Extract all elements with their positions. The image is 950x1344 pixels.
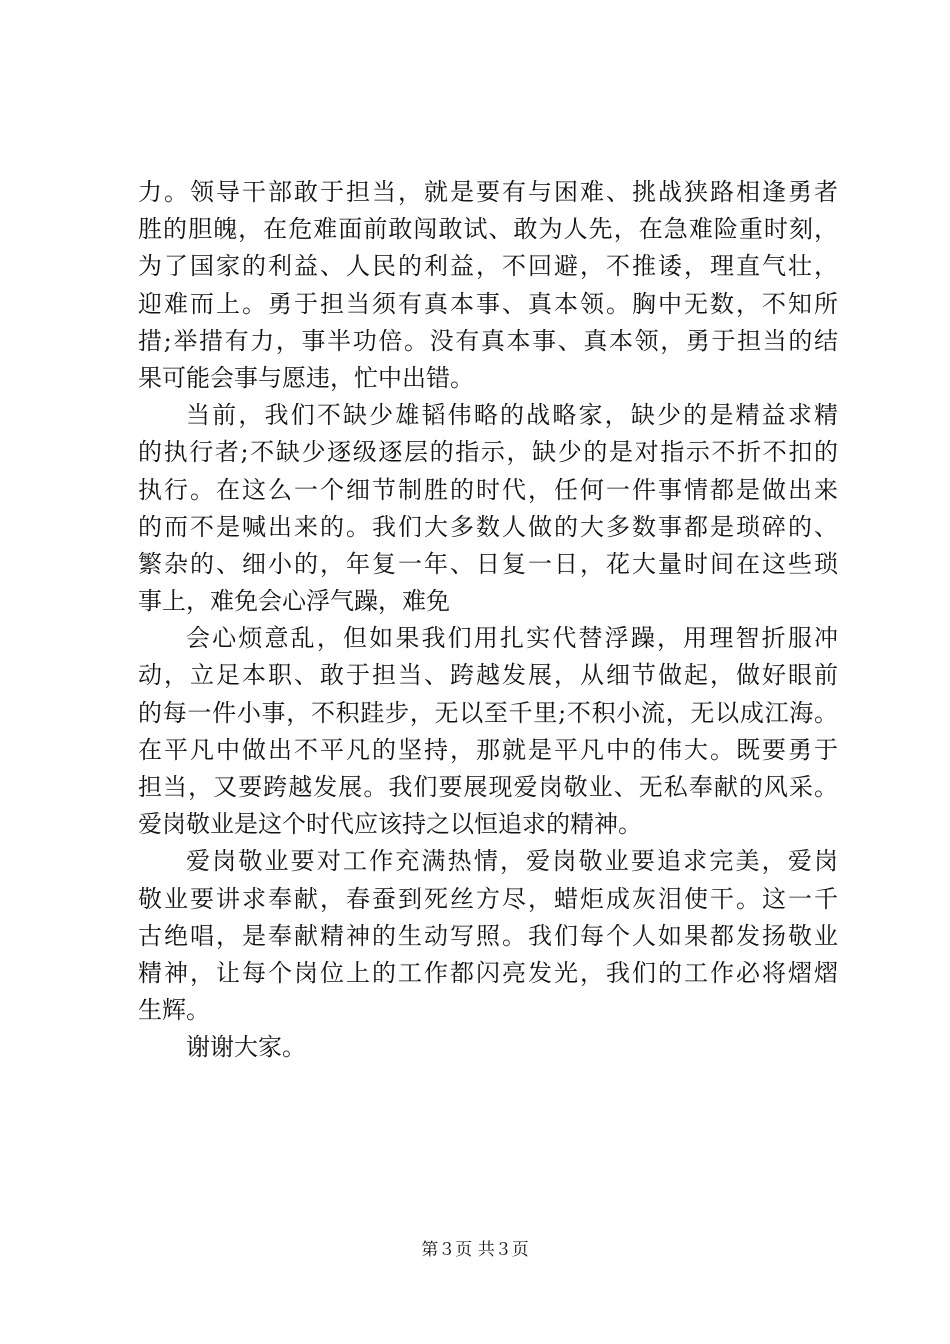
text-line: 敬业要讲求奉献，春蚕到死丝方尽，蜡炬成灰泪使干。这一千 <box>138 884 838 913</box>
text-line: 力。领导干部敢于担当，就是要有与困难、挑战狭路相逢勇者 <box>138 178 838 206</box>
text-line: 的执行者;不缺少逐级逐层的指示，缺少的是对指示不折不扣的 <box>138 438 838 467</box>
text-line: 古绝唱，是奉献精神的生动写照。我们每个人如果都发扬敬业 <box>138 921 838 950</box>
text-line: 胜的胆魄，在危难面前敢闯敢试、敢为人先，在急难险重时刻， <box>138 215 838 244</box>
text-line: 会心烦意乱，但如果我们用扎实代替浮躁，用理智折服冲 <box>186 624 838 653</box>
text-line: 为了国家的利益、人民的利益，不回避，不推诿，理直气壮， <box>138 252 838 281</box>
text-line: 的而不是喊出来的。我们大多数人做的大多数事都是琐碎的、 <box>138 512 838 541</box>
text-line: 生辉。 <box>138 996 210 1025</box>
text-line: 在平凡中做出不平凡的坚持，那就是平凡中的伟大。既要勇于 <box>138 735 838 764</box>
text-line: 执行。在这么一个细节制胜的时代，任何一件事情都是做出来 <box>138 475 838 504</box>
paragraph-5 <box>138 1029 838 1066</box>
document-body <box>138 174 838 1067</box>
text-line: 措;举措有力，事半功倍。没有真本事、真本领，勇于担当的结 <box>138 326 838 355</box>
text-line: 担当，又要跨越发展。我们要展现爱岗敬业、无私奉献的风采。 <box>138 773 838 801</box>
text-line: 动，立足本职、敢于担当、跨越发展，从细节做起，做好眼前 <box>138 661 838 690</box>
text-line: 爱岗敬业是这个时代应该持之以恒追求的精神。 <box>138 810 642 839</box>
text-line: 当前，我们不缺少雄韬伟略的战略家，缺少的是精益求精 <box>186 401 838 430</box>
text-line: 事上，难免会心浮气躁，难免 <box>138 587 450 616</box>
paragraph-2 <box>138 397 838 620</box>
paragraph-1 <box>138 174 838 397</box>
text-line: 的每一件小事，不积跬步，无以至千里;不积小流，无以成江海。 <box>138 698 838 727</box>
paragraph-4 <box>138 843 838 1029</box>
text-line: 繁杂的、细小的，年复一年、日复一日，花大量时间在这些琐 <box>138 549 838 578</box>
page-number-footer: 第３页 共３页 <box>421 1240 529 1260</box>
text-line: 谢谢大家。 <box>186 1033 306 1062</box>
text-line: 精神，让每个岗位上的工作都闪亮发光，我们的工作必将熠熠 <box>138 958 838 987</box>
text-line: 果可能会事与愿违，忙中出错。 <box>138 363 474 392</box>
text-line: 迎难而上。勇于担当须有真本事、真本领。胸中无数，不知所 <box>138 289 838 318</box>
paragraph-3 <box>138 620 838 843</box>
text-line: 爱岗敬业要对工作充满热情，爱岗敬业要追求完美，爱岗 <box>186 847 838 876</box>
